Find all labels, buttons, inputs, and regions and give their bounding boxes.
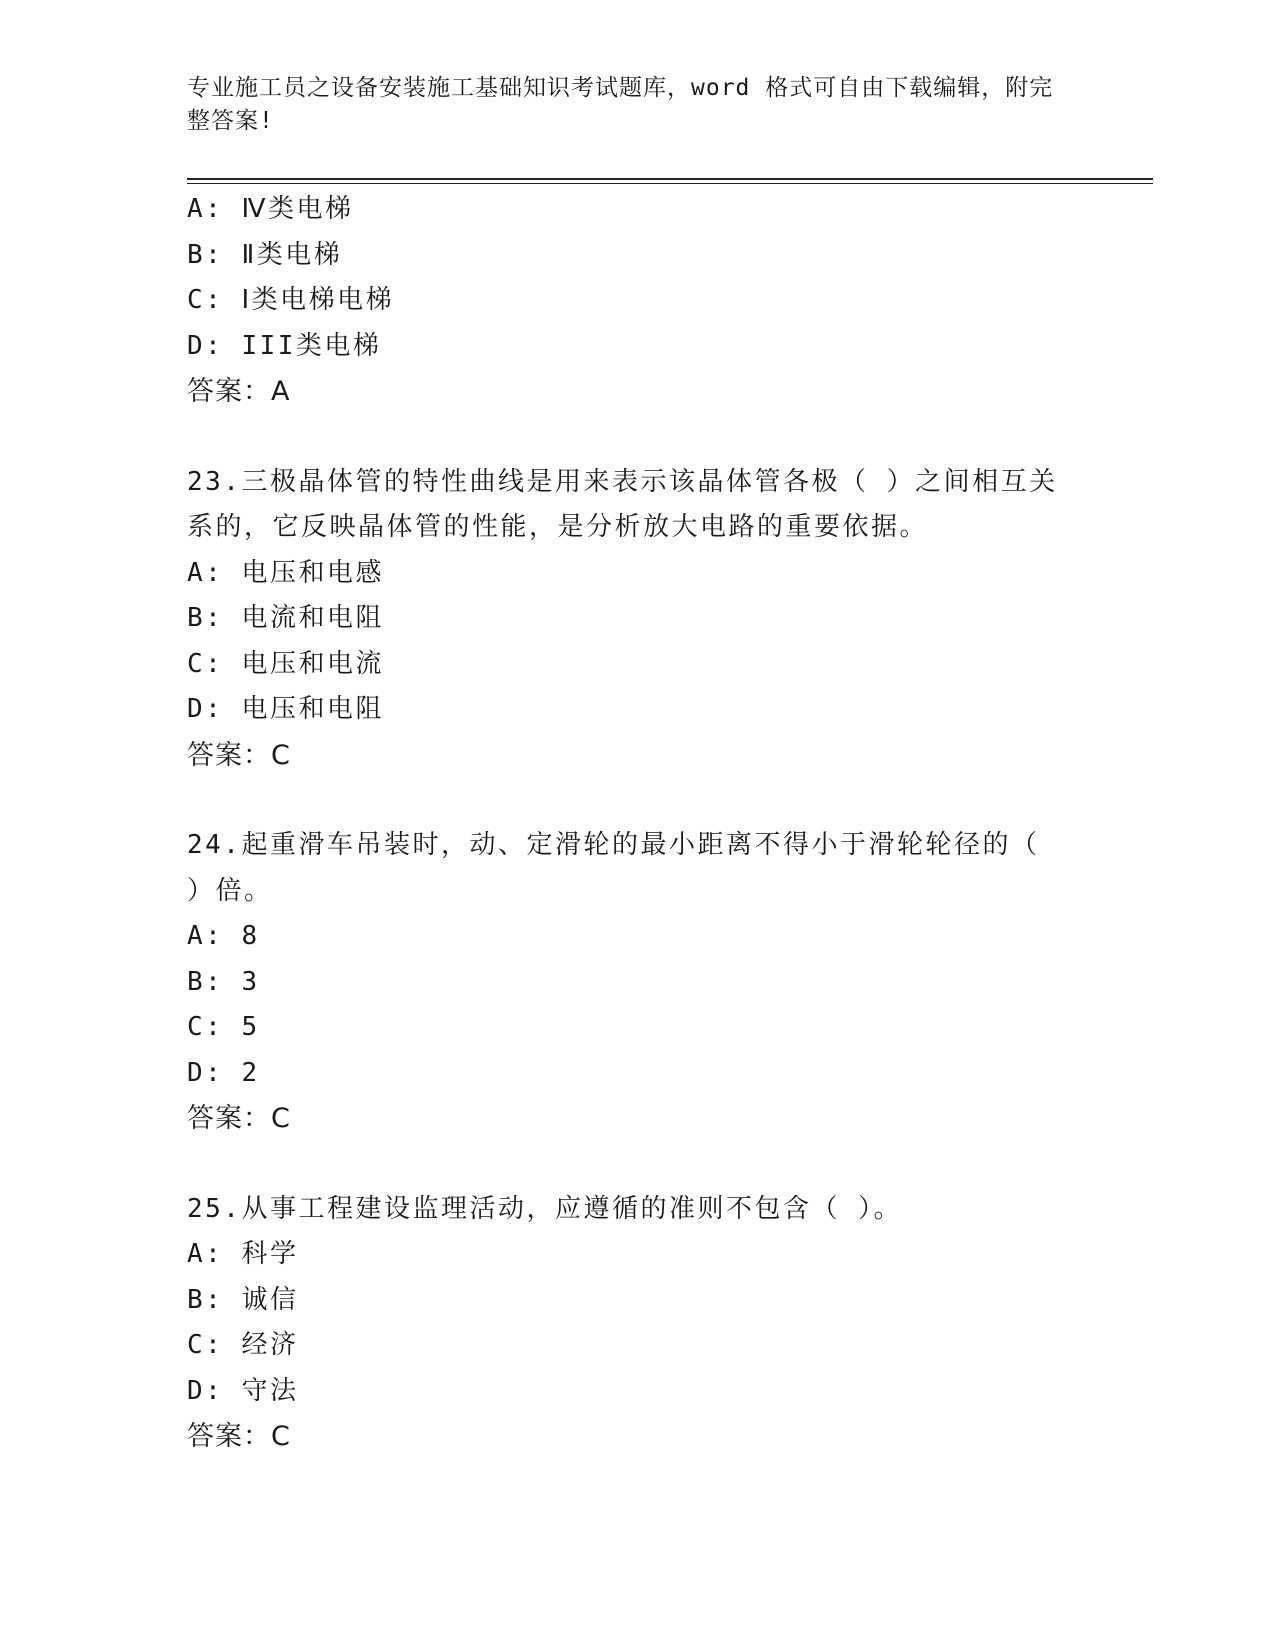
question-stem: 25.从事工程建设监理活动，应遵循的准则不包含（ ）。 <box>187 1193 903 1224</box>
header-divider <box>187 178 1153 180</box>
option-c: C: 电压和电流 <box>187 648 384 679</box>
question-23 <box>187 460 1087 779</box>
question-stem: 24.起重滑车吊装时，动、定滑轮的最小距离不得小于滑轮轮径的（ <box>187 830 1040 860</box>
answer: 答案：C <box>187 1421 291 1452</box>
header-line-1: 专业施工员之设备安装施工基础知识考试题库，word 格式可自由下载编辑，附完 <box>187 75 1054 101</box>
option-a: A: 电压和电感 <box>187 557 384 588</box>
answer: 答案：C <box>187 1103 291 1134</box>
option-c: C: 经济 <box>187 1330 299 1360</box>
question-list <box>187 187 1087 1460</box>
option-b: B: 诚信 <box>187 1284 299 1315</box>
header-line-2: 整答案! <box>187 108 274 134</box>
header-divider-thin <box>187 183 1153 184</box>
question-stem-continued: 系的，它反映晶体管的性能，是分析放大电路的重要依据。 <box>187 512 929 542</box>
option-d: D: 守法 <box>187 1375 299 1406</box>
option-a: A: 科学 <box>187 1239 299 1269</box>
document-header <box>187 72 1067 138</box>
option-b: B: 3 <box>187 966 260 997</box>
question-stem: 23.三极晶体管的特性曲线是用来表示该晶体管各极（ ）之间相互关 <box>187 466 1058 497</box>
question-stem-continued: ）倍。 <box>187 875 273 906</box>
option-a: A: 8 <box>187 921 260 951</box>
option-a: A: Ⅳ类电梯 <box>187 194 354 224</box>
question-25 <box>187 1187 1087 1460</box>
option-d: D: 2 <box>187 1057 260 1088</box>
option-b: B: Ⅱ类电梯 <box>187 239 343 270</box>
option-c: C: 5 <box>187 1012 260 1042</box>
option-c: C: Ⅰ类电梯电梯 <box>187 285 395 315</box>
option-b: B: 电流和电阻 <box>187 603 384 633</box>
option-d: D: III类电梯 <box>187 330 382 361</box>
answer: 答案：A <box>187 376 291 407</box>
question-24 <box>187 823 1087 1142</box>
question-22-continued <box>187 187 1087 415</box>
answer: 答案：C <box>187 739 291 771</box>
option-d: D: 电压和电阻 <box>187 694 384 724</box>
